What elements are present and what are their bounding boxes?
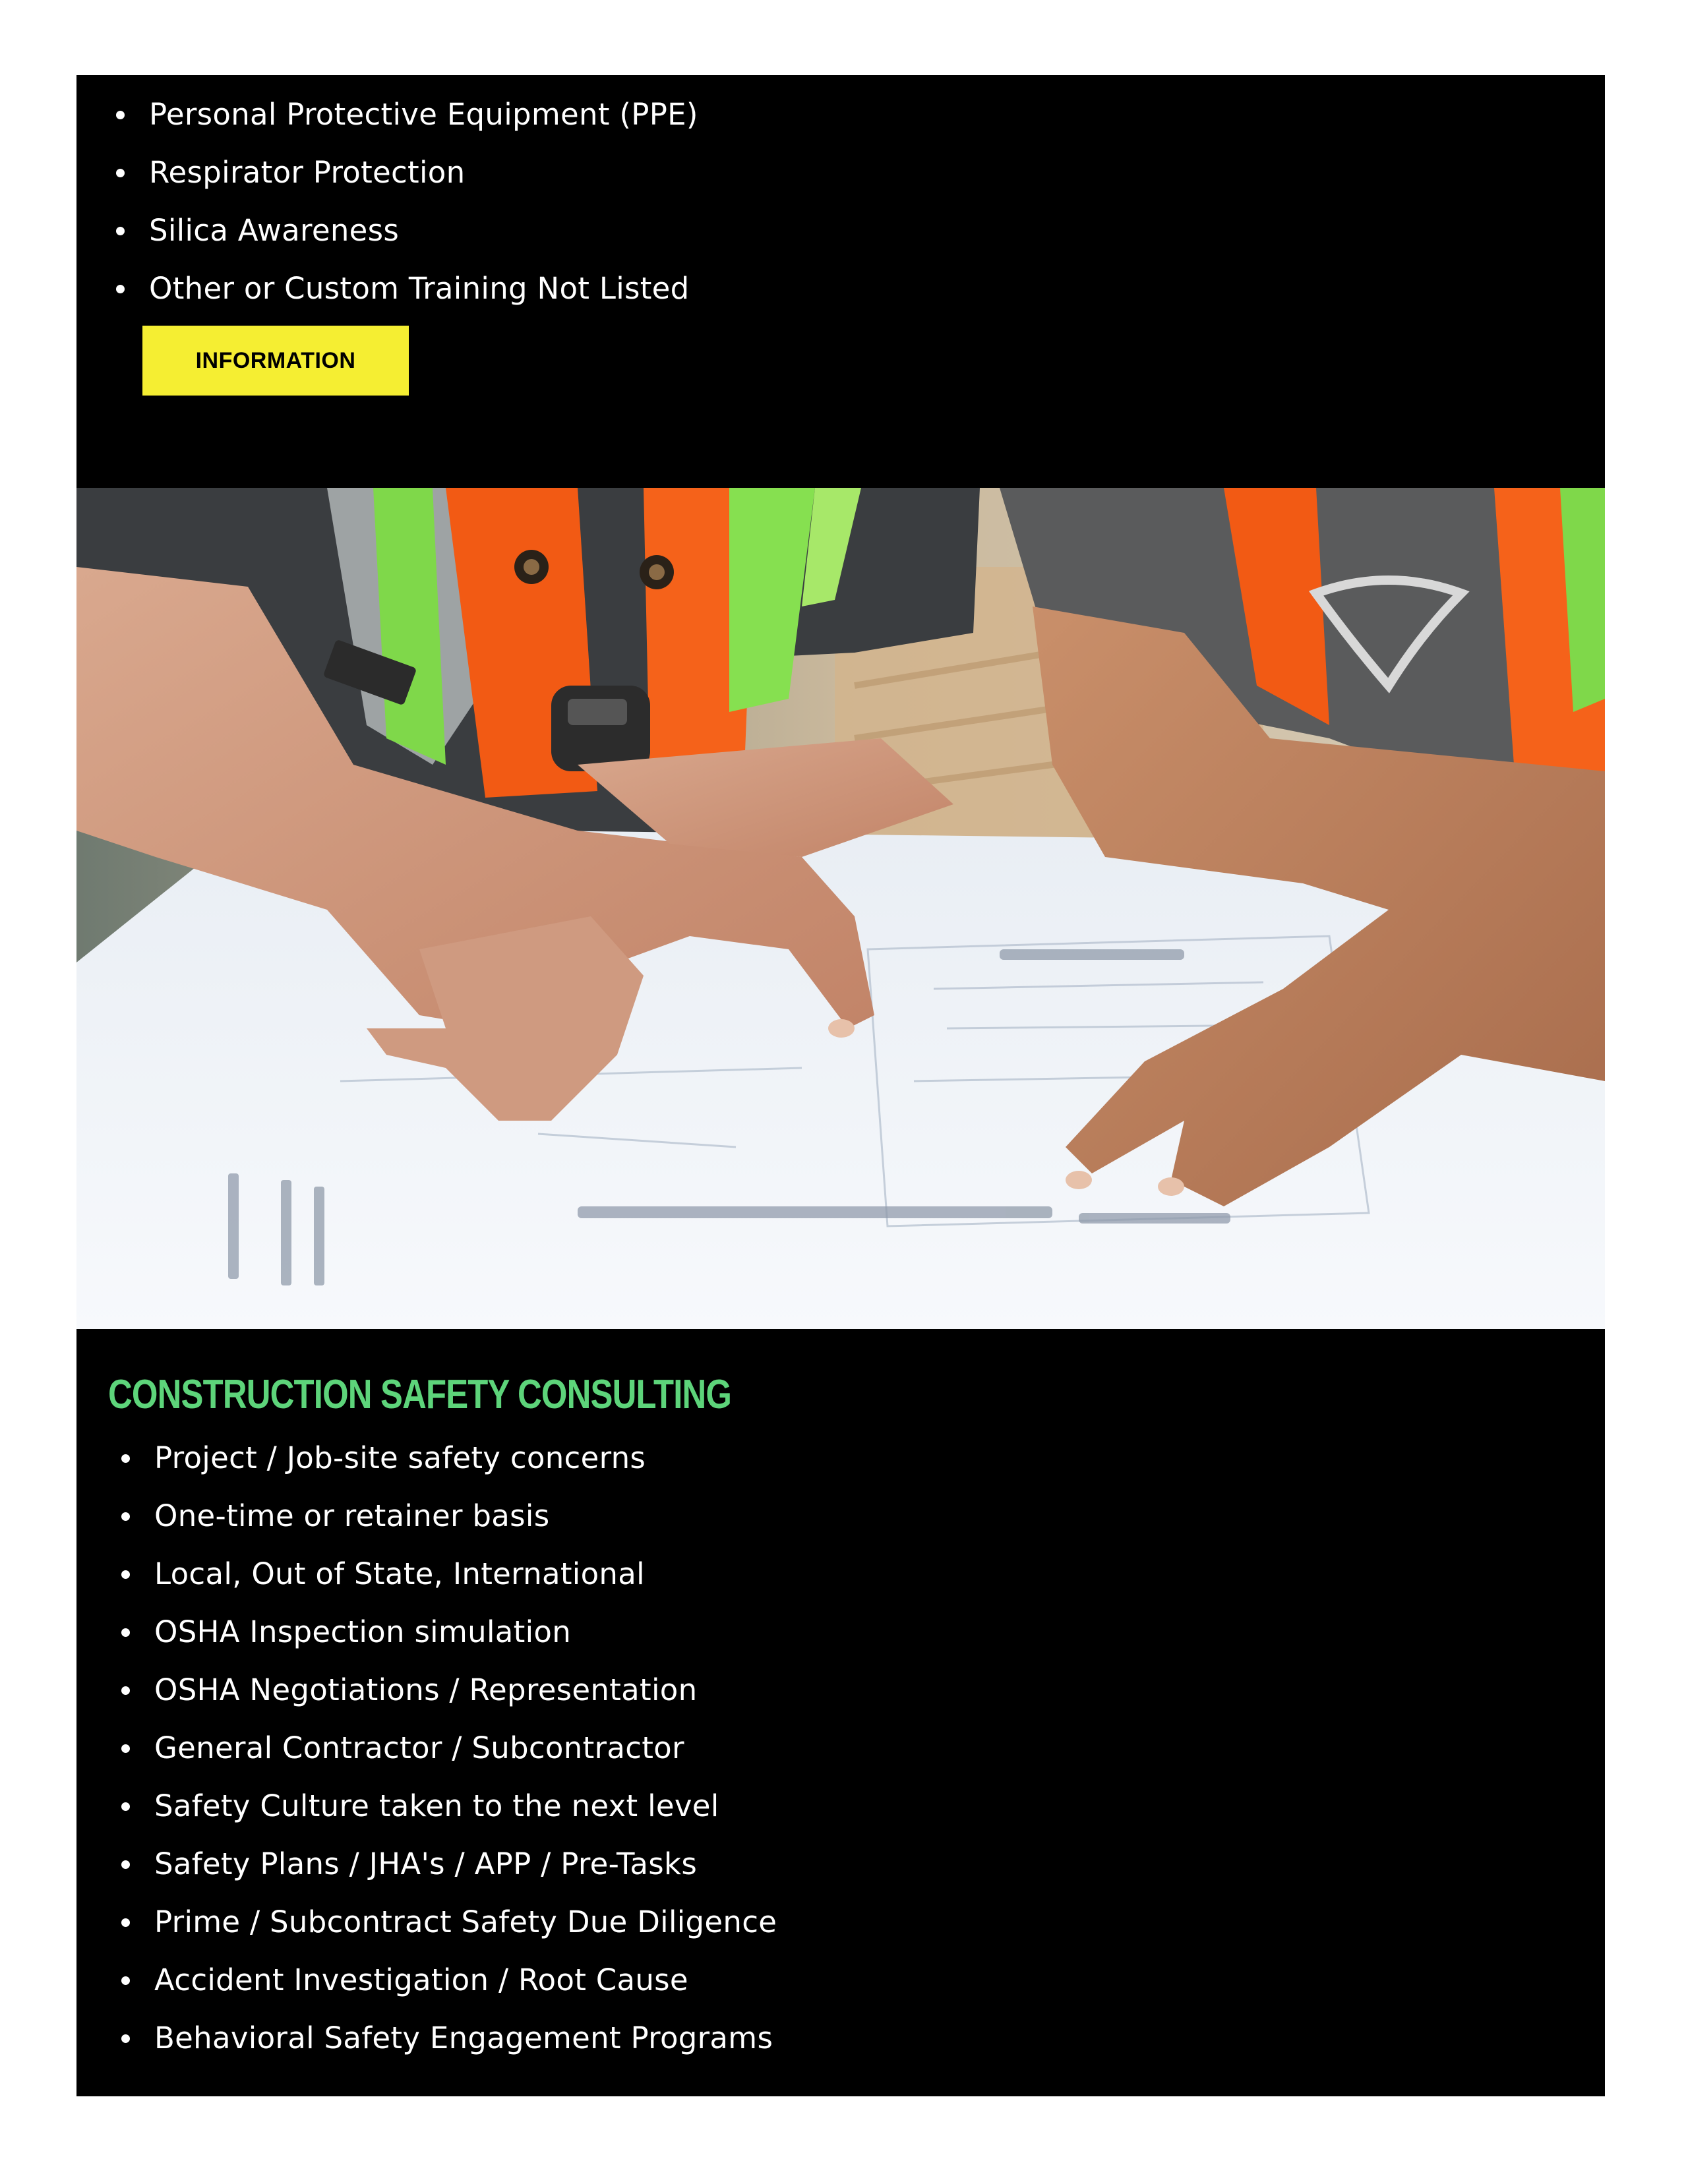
bullet-icon — [121, 1454, 130, 1463]
list-item — [121, 2009, 777, 2067]
list-item-text: Safety Culture taken to the next level — [154, 1788, 719, 1823]
list-item — [116, 86, 698, 144]
consulting-panel — [76, 1329, 1605, 2096]
bullet-icon — [121, 1570, 130, 1579]
bullet-icon — [116, 227, 125, 235]
bullet-icon — [121, 1802, 130, 1811]
list-item-text: Safety Plans / JHA's / APP / Pre-Tasks — [154, 1846, 698, 1881]
list-item — [116, 144, 698, 202]
list-item-text: Other or Custom Training Not Listed — [149, 271, 690, 306]
list-item — [121, 1951, 777, 2009]
list-item — [121, 1719, 777, 1777]
list-item — [121, 1661, 777, 1719]
training-panel — [76, 75, 1605, 488]
list-item — [121, 1545, 777, 1603]
list-item-text: Behavioral Safety Engagement Programs — [154, 2021, 773, 2055]
bullet-icon — [121, 1512, 130, 1521]
list-item-text: One-time or retainer basis — [154, 1498, 550, 1533]
list-item-text: Accident Investigation / Root Cause — [154, 1963, 688, 1997]
hero-photo — [76, 488, 1605, 1329]
list-item — [116, 260, 698, 318]
bullet-icon — [121, 1744, 130, 1753]
bullet-icon — [121, 1860, 130, 1869]
list-item — [121, 1487, 777, 1545]
list-item-text: General Contractor / Subcontractor — [154, 1730, 684, 1765]
bullet-icon — [116, 111, 125, 119]
list-item-text: OSHA Negotiations / Representation — [154, 1672, 698, 1707]
list-item-text: OSHA Inspection simulation — [154, 1614, 572, 1649]
bullet-icon — [116, 285, 125, 293]
list-item-text: Respirator Protection — [149, 155, 466, 190]
bullet-icon — [121, 1918, 130, 1927]
bullet-icon — [121, 1686, 130, 1695]
list-item-text: Prime / Subcontract Safety Due Diligence — [154, 1904, 777, 1939]
information-button[interactable]: INFORMATION — [142, 326, 409, 396]
bullet-icon — [121, 1976, 130, 1985]
list-item-text: Local, Out of State, International — [154, 1556, 645, 1591]
bullet-icon — [116, 169, 125, 177]
list-item — [121, 1777, 777, 1835]
workers-blueprint-image — [76, 488, 1605, 1329]
list-item-text: Project / Job-site safety concerns — [154, 1440, 646, 1475]
list-item — [121, 1893, 777, 1951]
consulting-list — [121, 1429, 777, 2067]
list-item — [116, 202, 698, 260]
list-item — [121, 1603, 777, 1661]
bullet-icon — [121, 1628, 130, 1637]
training-list — [116, 86, 698, 318]
bullet-icon — [121, 2034, 130, 2043]
list-item — [121, 1835, 777, 1893]
list-item-text: Silica Awareness — [149, 213, 400, 248]
list-item — [121, 1429, 777, 1487]
section-title: CONSTRUCTION SAFETY CONSULTING — [108, 1372, 732, 1417]
list-item-text: Personal Protective Equipment (PPE) — [149, 97, 698, 132]
